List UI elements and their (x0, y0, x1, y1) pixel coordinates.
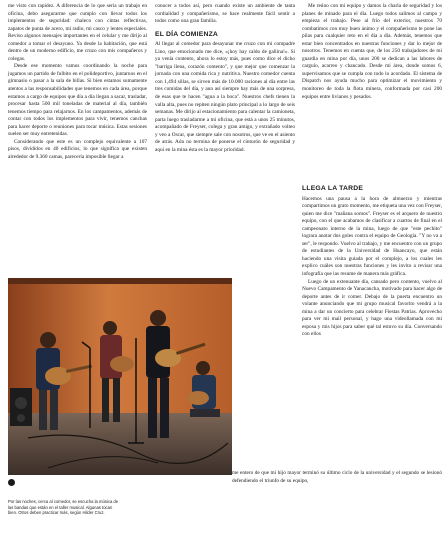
paragraph: Desde ese momento vamos coordinando la noche para jugamos un partido de fulbito en el polideportivo, juntarnos en el gimnasio o pasar a la sala de billas. Si bien estamos sumamente atentos a las responsabilidades que tenemos en cada área, porque estamos a cargo de equipos que día a día llegan a sacar, trasladar, procesar hasta 500 mil toneladas de material al día, también tenemos tiempo para relajarnos. En los campamentos, además de contar con todos los implementos para vivir, tenemos canchas para hacer deporte o reuniones para tocar música. Estas sesiones suelen ser muy entretenidas. (8, 63, 147, 138)
musician-head (196, 361, 210, 375)
column-3-end (232, 470, 442, 485)
guitar (110, 356, 134, 372)
paragraph: Hacemos una pausa a la hora de almuerzo y mientras compartimos un grato momento, me etiqueta una vez con Freyser, quien me dice "mañana somos". Freyser es el arquero de nuestro equipo, con el que acabamos de clasificar a cuartos de final en el campeonato interno de la mina, luego de que "este pechito" lograra anotar dos goles contra el equipo de Geología. "Y no va a ser", le respondo. Vuelvo al trabajo, y me encuentro con un grupo de estudiantes de la Universidad de Huancayo, que están haciendo una visita guiada por el complejo, a los cuales les explico cuáles son nuestras funciones y les invito a revisar una infografía que las resume de manera más gráfica. (302, 195, 442, 278)
musicians-illustration (8, 278, 232, 475)
musician-head (40, 332, 56, 348)
paragraph: me visto con rapidez. A diferencia de lo que sería un trabajo en oficina, debo asegurarme que cumplo con llevar todos los implementos de seguridad: chaleco con cintas reflectivas, zapatos de punta de acero, mi radio, mi casco y lentes especiales. Reviso algunos mensajes importantes en el celular y me dirijo al comedor a tomar el desayuno. Ya desde la habitación, que está dentro de un moderno edificio, me cruzo con mis compañeros y colegas. (8, 3, 147, 62)
section-heading: EL DÍA COMIENZA (155, 30, 219, 38)
musician-head (103, 321, 117, 335)
photo-caption-block (8, 479, 120, 516)
column-1 (8, 3, 147, 161)
section-heading: LLEGA LA TARDE (302, 185, 364, 192)
band-photo (8, 278, 232, 475)
guitar (45, 367, 71, 385)
paragraph: Luego de un extenuante día, cansado pero contento, vuelvo al Nuevo Campamento de Yanacancha, motivado para hacer algo de deporte antes de ir comer. Debajo de la puerta encuentro un volante anunciando que mi grupo musical favorito vendrá a la mina a dar un concierto para celebrar Fiestas Patrias. Aprovecho para ver mi mail personal, y hago una videollamada con mi esposa y mis hijos para saber qué tal estuvo su día. Conversando con ellos (302, 278, 442, 338)
musician-head (150, 310, 166, 326)
column-2 (155, 3, 295, 154)
guitar (187, 391, 209, 405)
paragraph: Al llegar al comedor para desayunar me cruzo con mi compadre Lino, que emocionado me dice, «¡hoy hay caldo de gallina!». Si ya venía contento, ahora lo estoy más, pues como dice el dicho "barriga llena, corazón contento", y que mejor que comenzar la jornada con una comida rica y nutritiva. Nuestro comedor cuenta con 1,494 sillas, se sirven más de 10.000 raciones al día entre las tres comidas del día, y aun así siempre hay más de una sorpresa, de esas que te hacen "agua a la boca". Nuestros chefs tienen la valla alta, pues no repiten ningún plato principal a lo largo de seis semanas. Me dirijo al estacionamiento para calentar la camioneta, parta luego trasladarme a mi oficina, que está a unos 25 minutos, acompañado de Freyser, colega y gran amigo, y extrañado volteo y veo a Oscar, que siempre sale con nosotros, que ve en el asiento de atrás. Aún no termina de ponerse el cinturón de seguridad y aquí en la mina ésta es la mayor prioridad. (155, 41, 295, 153)
paragraph: Considerando que este es un complejo equivalente a 107 pisos, divididos en 40 edificios, lo que significa que existen alrededor de 9.360 camas, parecería imposible llegar a (8, 138, 147, 160)
paragraph: conocer a todos así, pero cuando existe un ambiente de tanta cordialidad y compañerismo, se hace realmente fácil sentir a todos como una gran familia. (155, 3, 295, 25)
column-3-continued (302, 180, 442, 339)
paragraph: Me reúno con mi equipo y damos la charla de seguridad y los planes de minado para el día. Luego todos salimos al campo y empieza el trabajo. Pese al frío del exterior, nuestros 70 combatimos con muy buen ánimo y el compañerismo te pone las pilas para cualquier reto en el día a día. Además, tenemos que estar bien concentrados en nuestras funciones y dar lo mejor de nosotros. Tenemos en cuenta que, de los 250 trabajadores de mi guardia en mina por día, unos 200 se dedican a las labores de carguío, acarreo y chancado. Desde mi área, donde somos 6, supervisamos que se cumpla con todo lo acordado. El sistema de Dispatch nos ayuda mucho para optimizar el movimiento y monitoreo de toda la flota minera, conformada por casi 200 equipos entre livianos y pesados. (302, 3, 442, 100)
column-3 (302, 3, 442, 101)
photo-caption: Por las noches, cerca al comedor, se escucha la música de las bandas que están en el taller musical. Algunas tocan bien. Otros deben practicar más, según Hilder Cruz. (8, 499, 119, 516)
camera-icon (8, 479, 15, 486)
paragraph: me entero de que mi hijo mayor terminó su último ciclo de la universidad y el segundo se lesionó defendiendo el triunfo de su equipo, (232, 470, 442, 484)
